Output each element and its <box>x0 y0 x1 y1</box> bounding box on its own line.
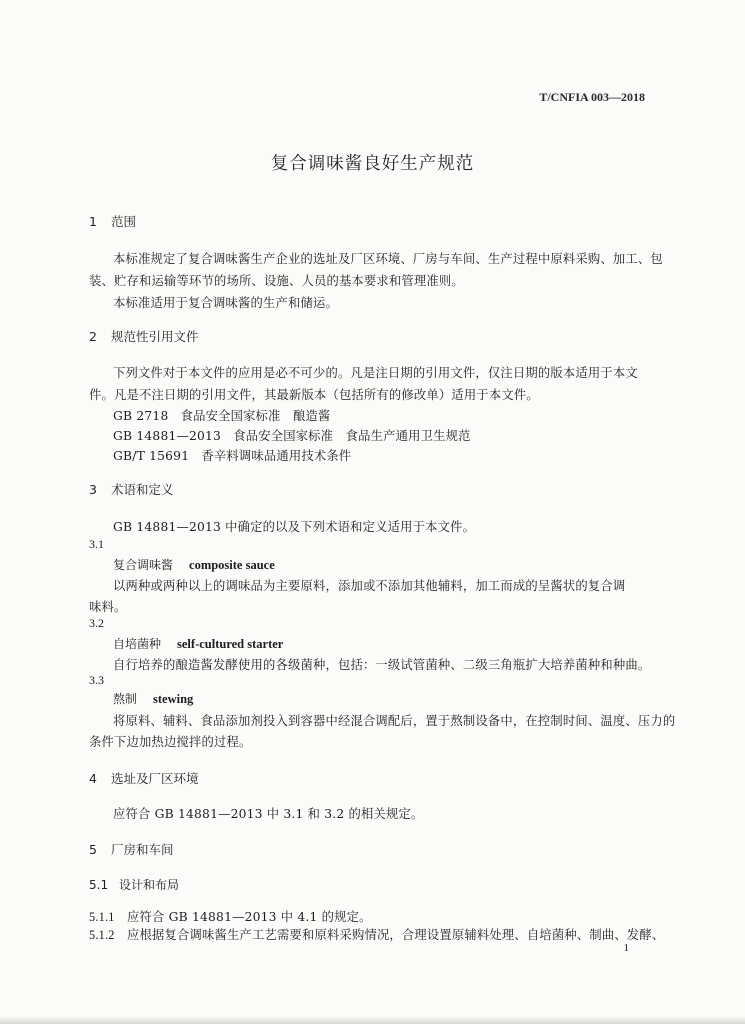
term-number: 3.1 <box>89 537 104 551</box>
reference-title: 食品安全国家标准 酿造酱 <box>180 409 331 423</box>
section-number: 5 <box>89 842 97 857</box>
section-4-heading <box>89 769 199 787</box>
reference-code: GB/T 15691 <box>113 449 190 463</box>
section-number: 1 <box>89 214 97 229</box>
clause-number: 5.1.2 <box>89 928 115 942</box>
subsection-number: 5.1 <box>89 878 109 892</box>
definition-line: 以两种或两种以上的调味品为主要原料，添加或不添加其他辅料，加工而成的呈酱状的复合调 <box>113 579 626 593</box>
section-number: 4 <box>89 771 97 786</box>
term-en: composite sauce <box>189 558 275 572</box>
reference-title: 香辛料调味品通用技术条件 <box>201 449 352 463</box>
definition-line: 自行培养的酿造酱发酵使用的各级菌种，包括：一级试管菌种、二级三角瓶扩大培养菌种和种曲。 <box>113 658 651 672</box>
section-title: 规范性引用文件 <box>111 329 199 344</box>
reference-item <box>113 406 331 424</box>
page-edge <box>0 1016 745 1024</box>
standard-number: T/CNFIA 003—2018 <box>539 90 645 104</box>
page-number: 1 <box>623 942 629 954</box>
section-1-heading <box>89 212 136 230</box>
term-zh: 熬制 <box>113 692 138 706</box>
section-number: 3 <box>89 482 97 497</box>
term-number: 3.2 <box>89 616 104 630</box>
section-title: 术语和定义 <box>111 482 174 497</box>
paragraph-line: 装、贮存和运输等环节的场所、设施、人员的基本要求和管理准则。 <box>89 274 464 288</box>
term-en: self-cultured starter <box>177 637 284 651</box>
term-zh: 自培菌种 <box>113 637 162 651</box>
subsection-heading <box>89 876 179 893</box>
definition-line: 味料。 <box>89 600 127 614</box>
reference-item <box>113 426 471 444</box>
term-number: 3.3 <box>89 673 104 687</box>
term-entry <box>113 556 275 573</box>
document-title: 复合调味酱良好生产规范 <box>270 154 475 174</box>
section-number: 2 <box>89 329 97 344</box>
section-title: 选址及厂区环境 <box>111 771 199 786</box>
section-title: 范围 <box>111 214 137 229</box>
reference-code: GB 2718 <box>113 409 169 423</box>
term-zh: 复合调味酱 <box>113 558 174 572</box>
term-entry <box>113 635 283 652</box>
paragraph-line: 件。凡是不注日期的引用文件，其最新版本（包括所有的修改单）适用于本文件。 <box>89 388 539 402</box>
subsection-title: 设计和布局 <box>119 878 180 892</box>
definition-line: 条件下边加热边搅拌的过程。 <box>89 735 252 749</box>
section-5-heading <box>89 840 174 858</box>
reference-item <box>113 446 351 464</box>
clause-number: 5.1.1 <box>89 910 115 924</box>
term-en: stewing <box>153 692 194 706</box>
clause <box>89 925 664 943</box>
paragraph-line: GB 14881—2013 中确定的以及下列术语和定义适用于本文件。 <box>113 520 476 534</box>
paragraph-line: 本标准规定了复合调味酱生产企业的选址及厂区环境、厂房与车间、生产过程中原料采购、加工、包 <box>113 252 663 266</box>
paragraph-line: 下列文件对于本文件的应用是必不可少的。凡是注日期的引用文件，仅注日期的版本适用于本文 <box>113 366 638 380</box>
clause-text: 应根据复合调味酱生产工艺需要和原料采购情况，合理设置原辅料处理、自培菌种、制曲、发酵、 <box>127 928 665 942</box>
section-2-heading <box>89 327 199 345</box>
paragraph-line: 本标准适用于复合调味酱的生产和储运。 <box>113 296 338 310</box>
clause <box>89 907 372 925</box>
reference-title: 食品安全国家标准 食品生产通用卫生规范 <box>233 429 471 443</box>
definition-line: 将原料、辅料、食品添加剂投入到容器中经混合调配后，置于熬制设备中，在控制时间、温度、压力的 <box>113 714 676 728</box>
section-3-heading <box>89 480 174 498</box>
term-entry <box>113 690 193 707</box>
paragraph-line: 应符合 GB 14881—2013 中 3.1 和 3.2 的相关规定。 <box>113 807 424 821</box>
section-title: 厂房和车间 <box>111 842 174 857</box>
reference-code: GB 14881—2013 <box>113 429 222 443</box>
clause-text: 应符合 GB 14881—2013 中 4.1 的规定。 <box>127 910 372 924</box>
